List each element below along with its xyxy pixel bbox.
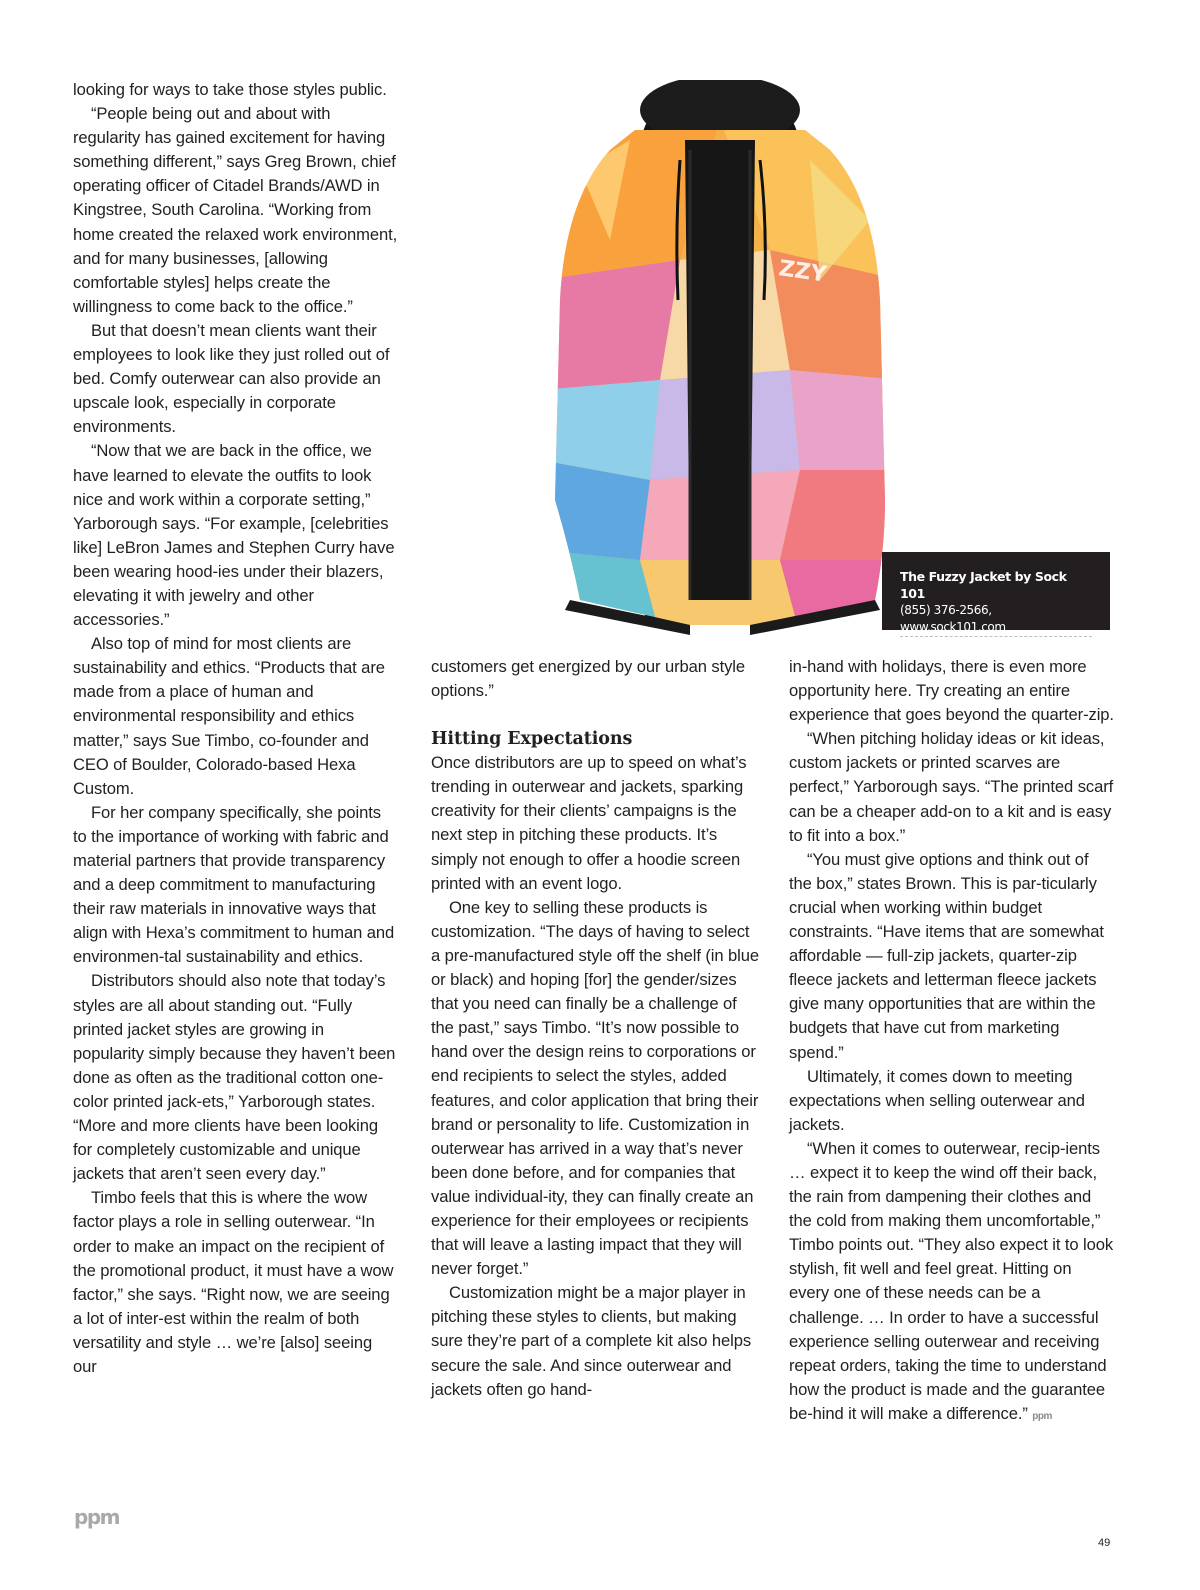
paragraph: “You must give options and think out of the box,” states Brown. This is par-ticularly crucial when working within budget constraints. “Have items that are somewhat affordable — full-zip jackets, quarter-zip fleece jackets and letterman fleece jackets give many opportunities that are within the budgets that have cut from marketing spend.” xyxy=(789,849,1104,1062)
paragraph: looking for ways to take those styles public. xyxy=(73,80,387,99)
article-column-3 xyxy=(789,655,1114,1429)
caption-contact: (855) 376-2566, www.sock101.com xyxy=(900,603,1006,634)
paragraph: “People being out and about with regularity has gained excitement for having something different,” says Greg Brown, chief operating officer of Citadel Brands/AWD in Kingstree, South Carolina. “Working from home created the relaxed work environment, and for many businesses, [allowing comfortable styles] helps create the willingness to come back to the office.” xyxy=(73,104,398,316)
caption-divider xyxy=(900,636,1092,637)
end-mark-logo: ppm xyxy=(1032,1410,1052,1422)
caption-title: The Fuzzy Jacket by Sock 101 xyxy=(900,569,1067,601)
ppm-logo: ppm xyxy=(74,1505,119,1529)
jacket-logo: ZZY xyxy=(777,256,829,288)
paragraph: But that doesn’t mean clients want their employees to look like they just rolled out of bed. Comfy outerwear can also provide an upscale look, especially in corporate environments. xyxy=(73,320,390,437)
page-number: 49 xyxy=(1098,1537,1111,1549)
paragraph: One key to selling these products is customization. “The days of having to select a pre-manufactured style off the shelf (in blue or black) and hoping [for] the gender/sizes that you need can finally be a challenge of the past,” says Timbo. “It’s now possible to hand over the design reins to corporations or end recipients to select the styles, added features, and color application that bring their brand or personality to life. Customization in outerwear has arrived in a way that’s never been done before, and for companies that value individual-ity, they can finally create an experience for their employees or recipients that will leave a lasting impact that they will never forget.” xyxy=(431,897,759,1279)
paragraph: “Now that we are back in the office, we have learned to elevate the outfits to look nice and work within a corporate setting,” Yarborough says. “For example, [celebrities like] LeBron James and Stephen Curry have been wearing hood-ies under their blazers, elevating it with jewelry and other accessories.” xyxy=(73,441,395,630)
paragraph: Distributors should also note that today’s styles are all about standing out. “Fully printed jacket styles are growing in popularity simply because they haven’t been done as often as the traditional cotton one-color printed jack-ets,” Yarborough states. “More and more clients have been looking for completely customizable and unique jackets that aren’t seen every day.” xyxy=(73,971,396,1184)
paragraph: in-hand with holidays, there is even more opportunity here. Try creating an entire experience that goes beyond the quarter-zip. xyxy=(789,657,1114,725)
paragraph: “When pitching holiday ideas or kit ideas, custom jackets or printed scarves are perfect,” Yarborough says. “The printed scarf can be a cheaper add-on to a kit and is easy to fit into a box.” xyxy=(789,729,1114,845)
section-heading: Hitting Expectations xyxy=(431,729,633,750)
paragraph: Once distributors are up to speed on what’s trending in outerwear and jackets, sparking creativity for their clients’ campaigns is the next step in pitching these products. It’s simply not enough to offer a hoodie screen printed with an event logo. xyxy=(431,753,747,893)
jacket-photo xyxy=(540,80,900,635)
paragraph-text: “When it comes to outerwear, recip-ients … expect it to keep the wind off their back, the rain from dampening their clothes and the cold from making them uncomfortable,” Timbo points out. “They also expect it to look stylish, fit well and feel great. Hitting on every one of these needs can be a challenge. … In order to have a successful experience selling outerwear and receiving repeat orders, taking the time to understand how the product is made and the guarantee be-hind it will make a difference.” xyxy=(789,1138,1114,1423)
paragraph xyxy=(789,1137,1114,1429)
article-column-1 xyxy=(73,78,398,1379)
paragraph: Ultimately, it comes down to meeting expectations when selling outerwear and jackets. xyxy=(789,1066,1085,1134)
paragraph: customers get energized by our urban style options.” xyxy=(431,657,746,701)
paragraph: For her company specifically, she points to the importance of working with fabric and material partners that provide transparency and a deep commitment to manufacturing their raw materials in innovative ways that align with Hexa’s commitment to human and environmen-tal sustainability and ethics. xyxy=(73,802,395,967)
paragraph: Timbo feels that this is where the wow factor plays a role in selling outerwear. “In order to make an impact on the recipient of the promotional product, it must have a wow factor,” she says. “Right now, we are seeing a lot of inter-est within the realm of both versatility and style … we’re [also] seeing our xyxy=(73,1188,394,1376)
paragraph: Customization might be a major player in pitching these styles to clients, but making sure they’re part of a complete kit also helps secure the sale. And since outerwear and jackets often go hand- xyxy=(431,1283,752,1399)
article-column-2 xyxy=(431,655,761,1402)
photo-caption xyxy=(882,552,1110,634)
paragraph: Also top of mind for most clients are sustainability and ethics. “Products that are made from a place of human and environmental responsibility and ethics matter,” says Sue Timbo, co-founder and CEO of Boulder, Colorado-based Hexa Custom. xyxy=(73,634,385,798)
